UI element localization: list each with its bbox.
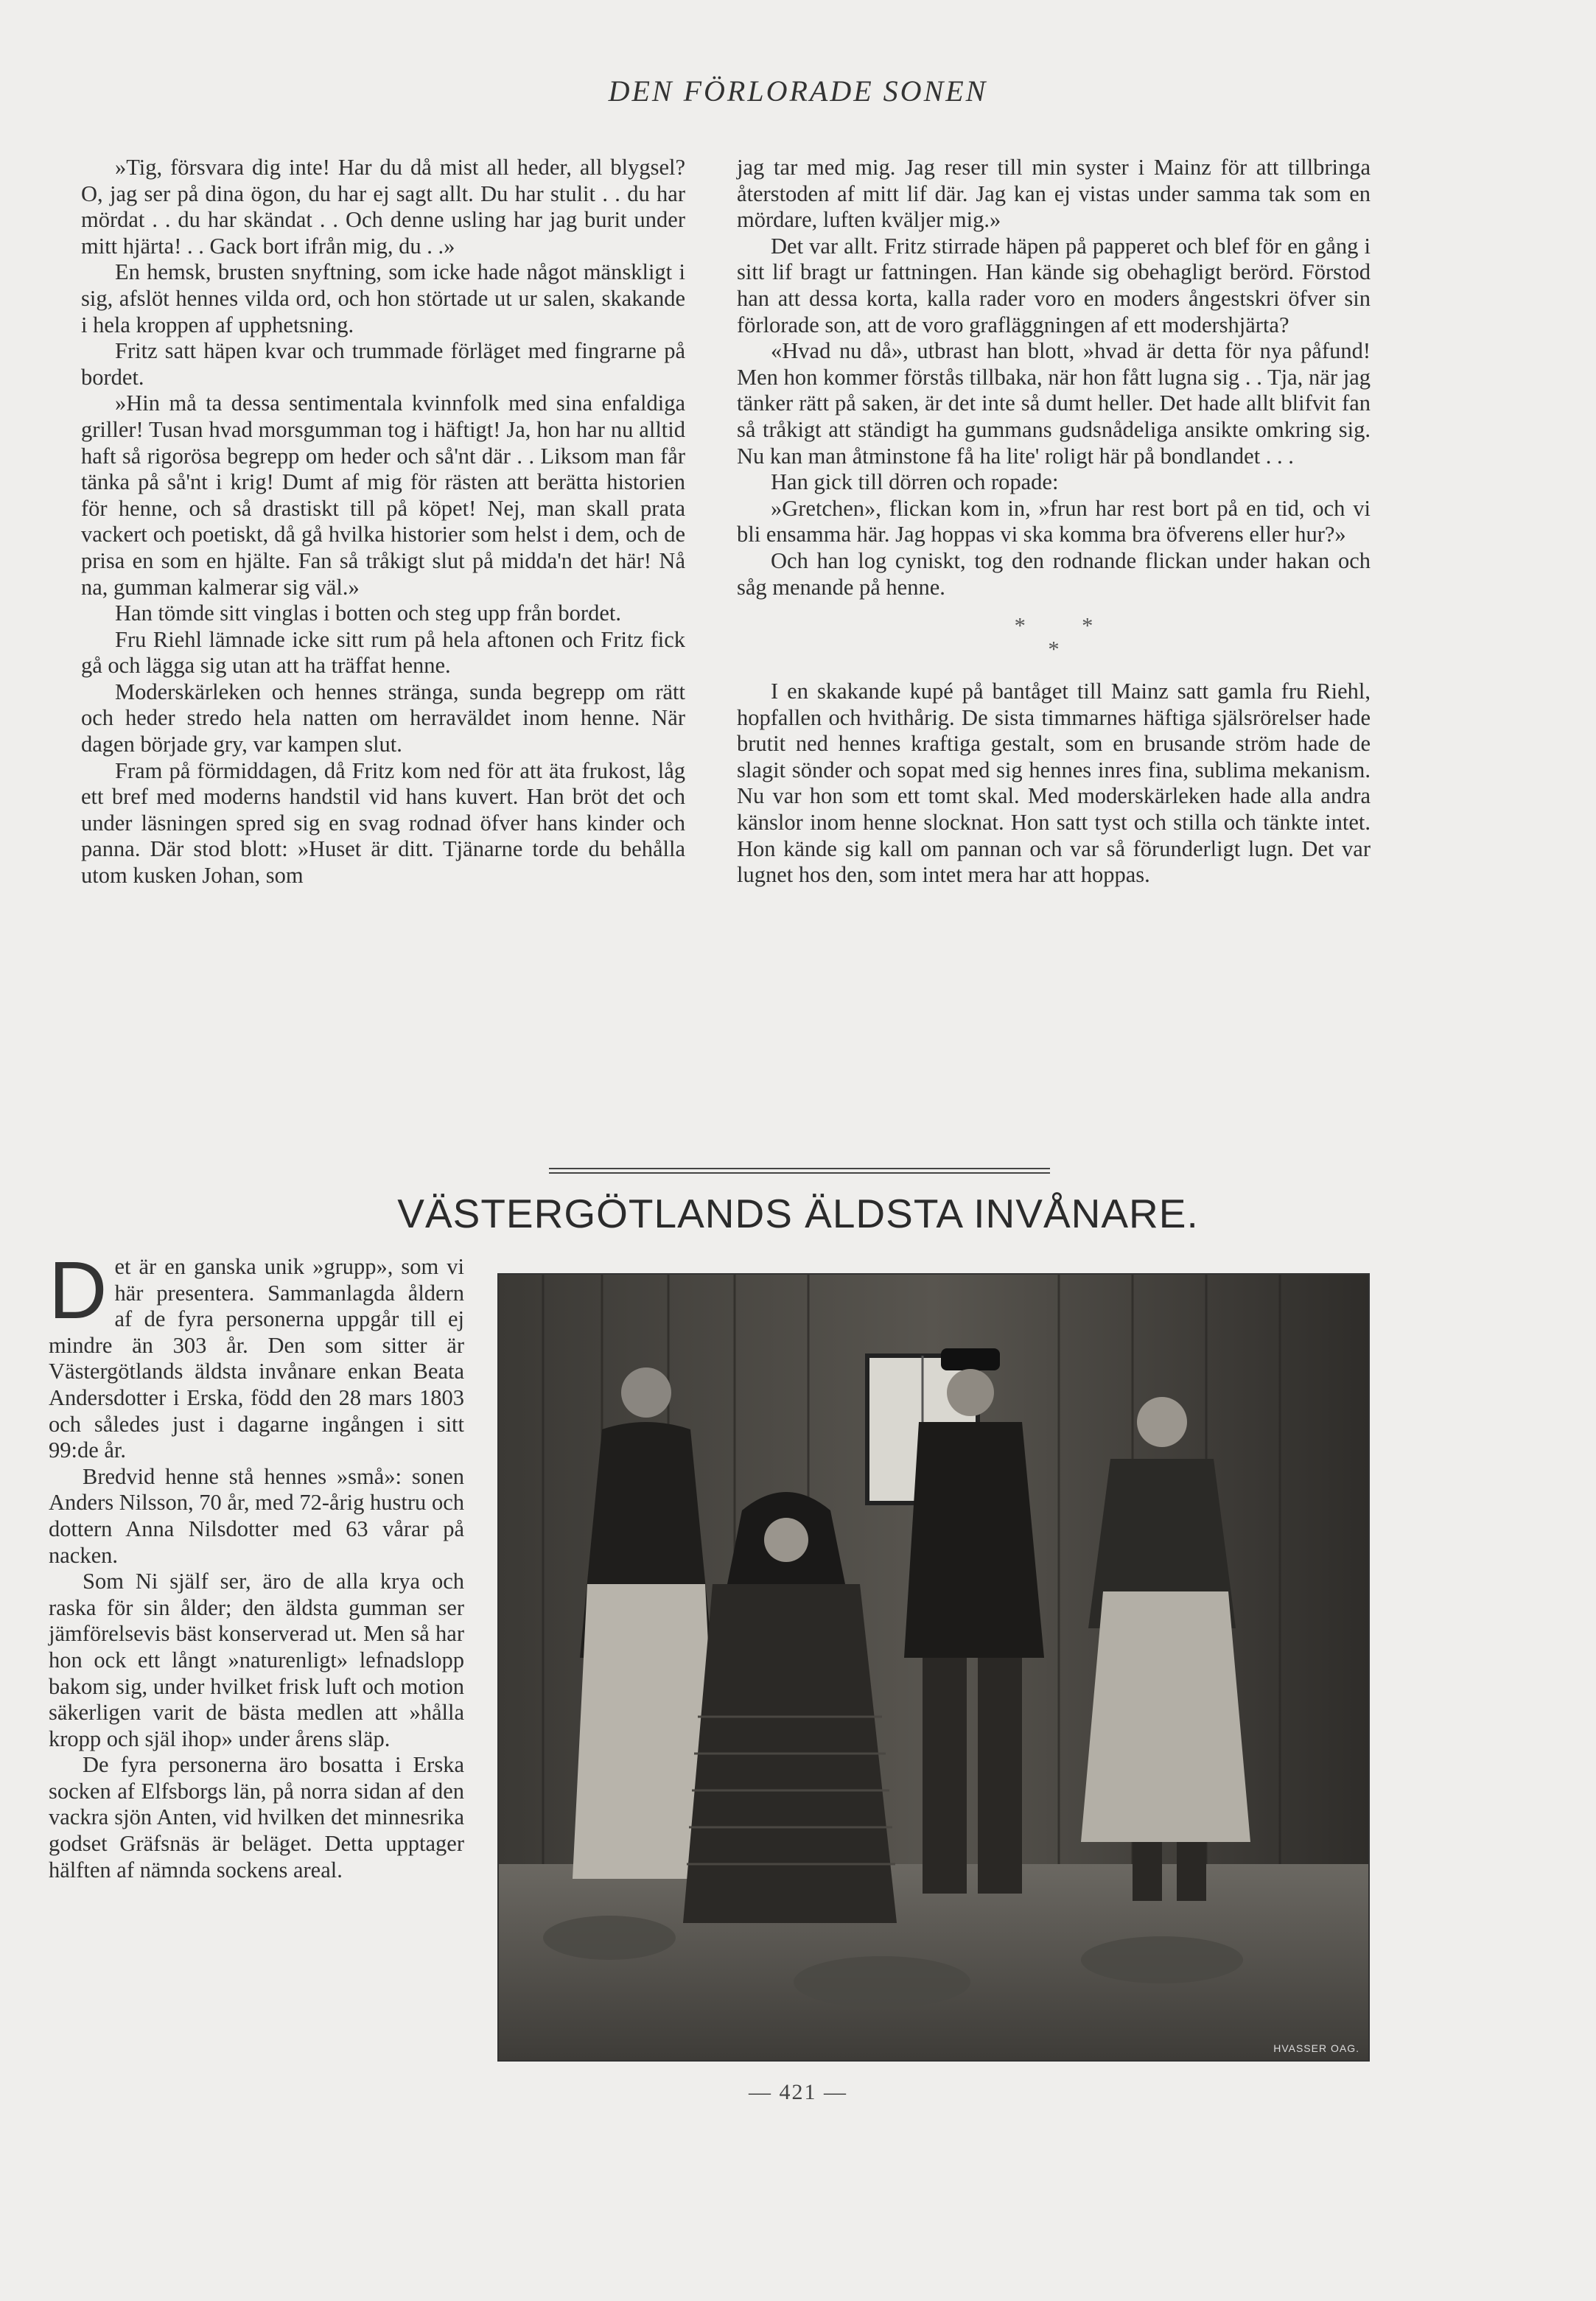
section-break-stars-bottom: * — [1048, 637, 1060, 662]
article-body — [49, 1245, 464, 1883]
story-right-part-1 — [737, 155, 1371, 600]
article-paragraph: Som Ni själf ser, äro de alla krya och raska för sin ålder; den äldsta gumman ser jämförelsevis bäst konserverad ut. Men så har hon ock ett långt »naturenligt» lefnadslopp bakom sig, under hvilket frisk luft och motion säkerligen varit de bästa medlen att »hålla kropp och själ ihop» under årens släp. — [49, 1569, 464, 1751]
section-break — [737, 614, 1371, 661]
story-right-part-2 — [737, 679, 1371, 889]
story-paragraph: I en skakande kupé på bantåget till Mainz satt gamla fru Riehl, hopfallen och hvithårig. De sista timmarnes häftiga själsrörelser hade brutit ned hennes kraftiga gestalt, som en brusande ström hade de slagit sönder och sopat med sig hennes inres fina, sublima mekanism. Nu var hon som ett tomt skal. Med moderskärleken hade alla andra känslor inom henne slocknat. Hon satt tyst och stilla och tänkte intet. Hon kände sig kall om pannan och var så förunderligt lugn. Det var lugnet hos den, som intet mera har att hoppas. — [737, 679, 1371, 888]
article-first-paragraph-text: et är en ganska unik »grupp», som vi här presentera. Sammanlagda åldern af de fyra personerna uppgår till ej mindre än 303 år. Den som sitter är Västergötlands äldsta invånare enkan Beata Andersdotter i Erska, född den 28 mars 1803 och således just i dagarne ingången i sitt 99:de år. — [49, 1254, 464, 1463]
story-right-column — [737, 155, 1371, 889]
article-first-paragraph — [49, 1245, 464, 1464]
photo-illustration — [499, 1275, 1368, 2060]
story-left-column — [81, 155, 685, 889]
story-paragraph: Fru Riehl lämnade icke sitt rum på hela aftonen och Fritz fick gå och lägga sig utan att ha träffat henne. — [81, 626, 685, 679]
story-paragraph: »Hin må ta dessa sentimentala kvinnfolk med sina enfaldiga griller! Tusan hvad morsgumman tog i häftigt! Ja, hon har nu alltid haft så rigorösa begrepp om heder och så'nt där . . Liksom man får tänka på så'nt i krig! Dumt af mig för rästen att berätta historien för henne, och så drastiskt till på köpet! Nej, man skall prata vackert och poetiskt, då gå hvilka historier som helst i dem, och de prisa en som en hjälte. Fan så tråkigt slut på midda'n det här! Nå na, gumman kalmerar sig väl.» — [81, 390, 685, 600]
group-photograph — [497, 1273, 1370, 2062]
photo-credit: HVASSER OAG. — [1273, 2042, 1359, 2054]
story-paragraph: jag tar med mig. Jag reser till min syster i Mainz för att tillbringa återstoden af mitt lif där. Jag kan ej vistas under samma tak som en mördare, luften kväljer mig.» — [737, 155, 1371, 233]
article-divider-rule — [549, 1168, 1050, 1174]
story-paragraph: »Tig, försvara dig inte! Har du då mist all heder, all blygsel? O, jag ser på dina ögon, du har ej sagt allt. Du har stulit . . du har mördat . . du har skändat . . Och denne usling har jag burit under mitt hjärta! . . Gack bort ifrån mig, du . .» — [81, 155, 685, 259]
story-paragraph: »Gretchen», flickan kom in, »frun har rest bort på en tid, och vi bli ensamma här. Jag hoppas vi ska komma bra öfverens eller hur?» — [737, 495, 1371, 547]
article-paragraph: Bredvid henne stå hennes »små»: sonen Anders Nilsson, 70 år, med 72-årig hustru och dottern Anna Nilsdotter med 63 vårar på nacken. — [49, 1463, 464, 1568]
running-head: DEN FÖRLORADE SONEN — [608, 74, 988, 108]
story-paragraph: Det var allt. Fritz stirrade häpen på papperet och blef för en gång i sitt lif bragt ur fattningen. Han kände sig obehagligt berörd. Förstod han att dessa korta, kalla rader voro en moders ångestskri öfver sin förlorade son, att de voro grafläggningen af ett modershjärta? — [737, 233, 1371, 337]
article-paragraph: De fyra personerna äro bosatta i Erska socken af Elfsborgs län, på norra sidan af den vackra sjön Anten, vid hvilken det minnesrika godset Gräfsnäs är beläget. Detta upptager hälften af nämnda sockens areal. — [49, 1752, 464, 1883]
story-paragraph: Och han log cyniskt, tog den rodnande flickan under hakan och såg menande på henne. — [737, 547, 1371, 600]
article-title: VÄSTERGÖTLANDS ÄLDSTA INVÅNARE. — [397, 1191, 1199, 1236]
section-break-stars-top: * * — [1014, 613, 1093, 639]
story-paragraph: Moderskärleken och hennes stränga, sunda begrepp om rätt och heder stredo hela natten om herraväldet inom henne. När dagen började gry, var kampen slut. — [81, 679, 685, 757]
story-paragraph: Han tömde sitt vinglas i botten och steg upp från bordet. — [115, 600, 621, 626]
page-number: — 421 — — [749, 2080, 847, 2104]
story-paragraph: «Hvad nu då», utbrast han blott, »hvad är detta för nya påfund! Men hon kommer förstås tillbaka, när hon fått lugna sig . . Tja, när jag tänker rätt på saken, är det inte så dumt heller. Det hade allt blifvit fan så tråkigt att ständigt ha gummans gudsnådeliga ansikte omkring sig. Nu kan man åtminstone få ha lite' roligt här på bondlandet . . . — [737, 338, 1371, 469]
story-paragraph: Fram på förmiddagen, då Fritz kom ned för att äta frukost, låg ett bref med moderns handstil vid hans kuvert. Han bröt det och under läsningen spred sig en svag rodnad öfver hans kinder och panna. Där stod blott: »Huset är ditt. Tjänarne torde du behålla utom kusken Johan, som — [81, 757, 685, 889]
story-paragraph: Fritz satt häpen kvar och trummade förläget med fingrarne på bordet. — [81, 338, 685, 390]
drop-cap: D — [49, 1245, 108, 1336]
story-paragraph: En hemsk, brusten snyftning, som icke hade något mänskligt i sig, afslöt hennes vilda ord, och hon störtade ut ur salen, skakande i hela kroppen af upphetsning. — [81, 259, 685, 337]
story-paragraph: Han gick till dörren och ropade: — [771, 469, 1059, 495]
